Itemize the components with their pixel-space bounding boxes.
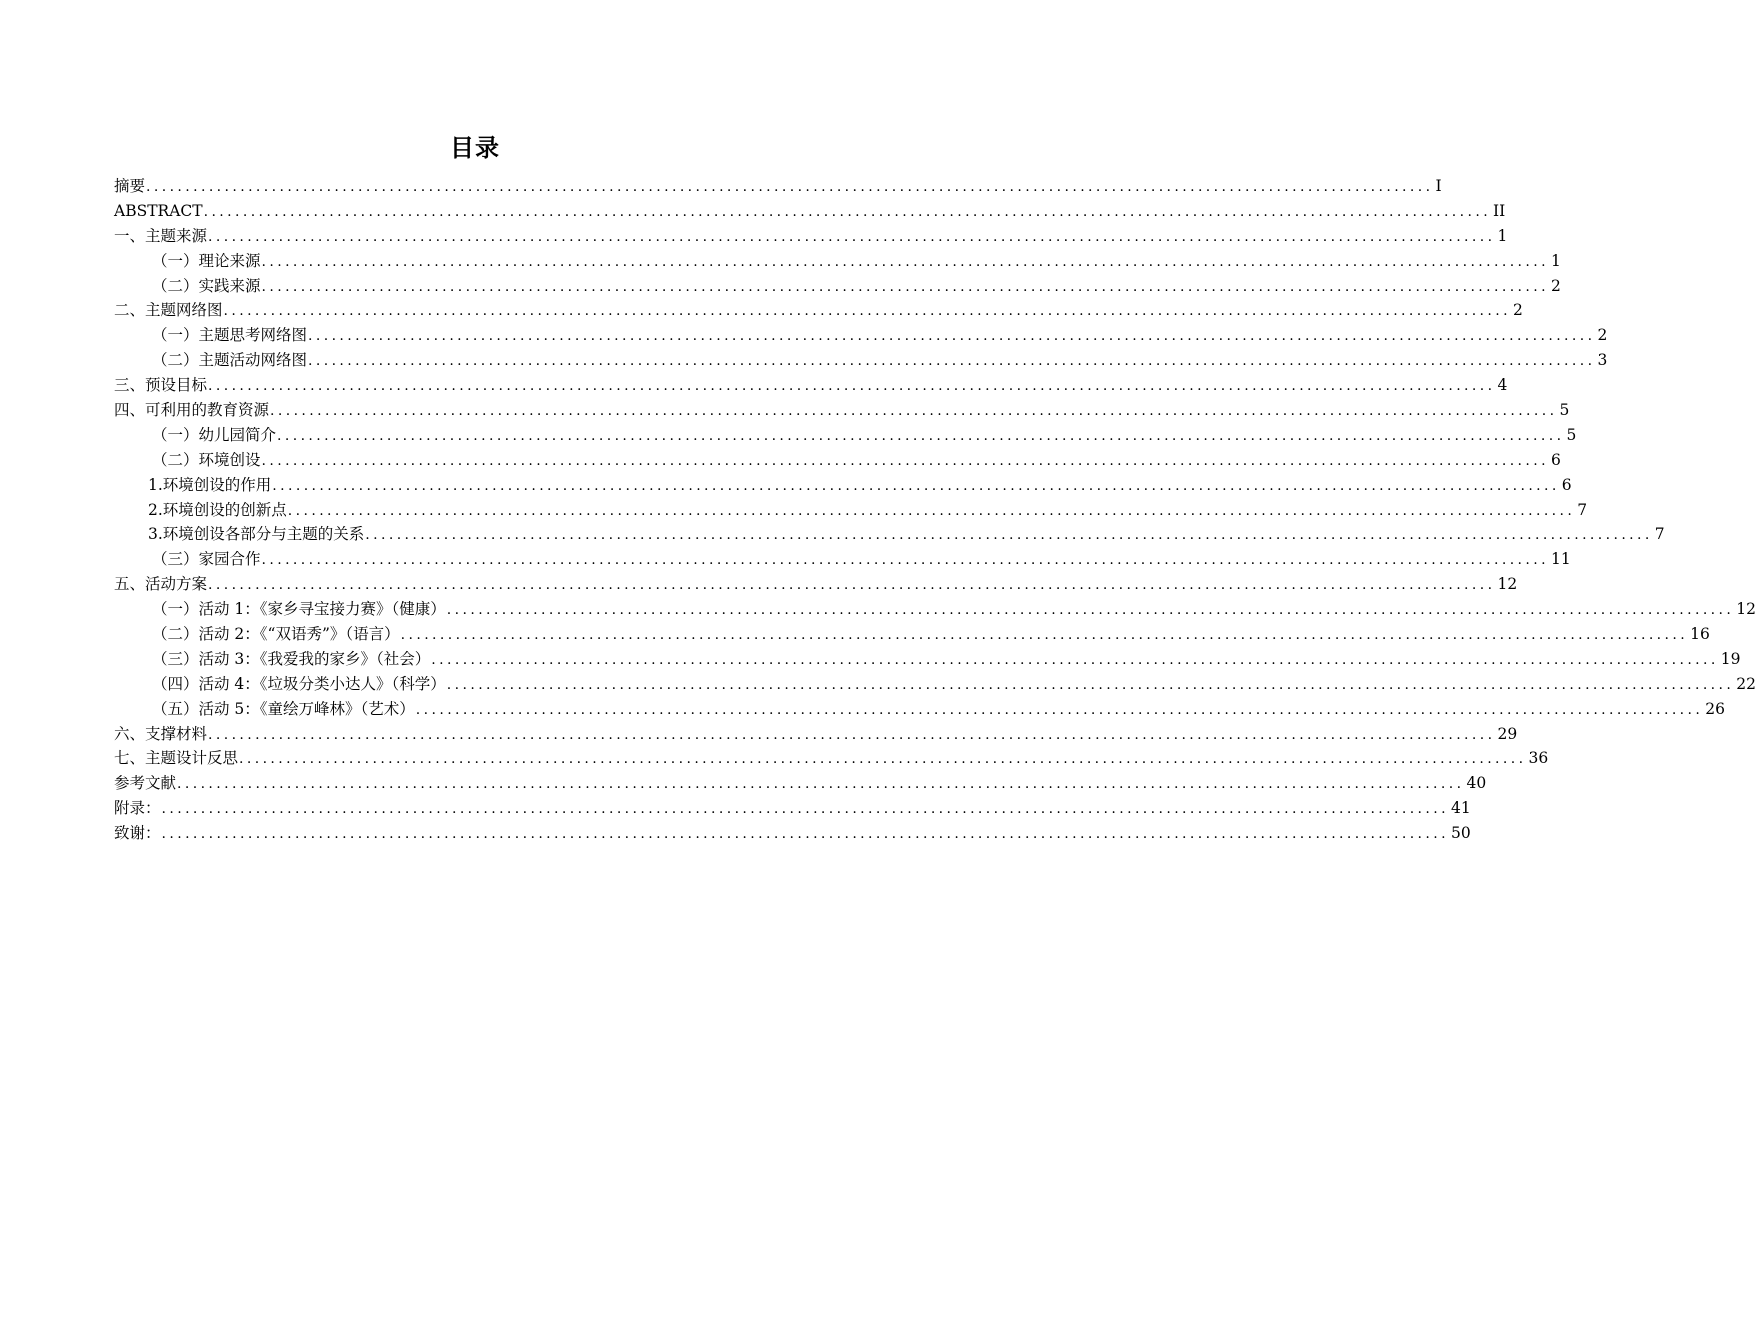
dot-leader: .................................................................................................................................................................... [446,602,1735,619]
toc-entry-title: （四）活动 4：《垃圾分类小达人》（科学） [152,674,446,693]
toc-entry-title: （二）环境创设 [152,450,261,469]
toc-page-number: 22 [1736,674,1756,693]
toc-entry-title: （二）活动 2：《“双语秀”》（语言） [152,625,400,644]
toc-entry[interactable] [114,821,1471,846]
dot-leader: .................................................................................................................................................................... [208,577,1496,594]
toc-page-number: 2 [1550,276,1561,295]
toc-entry-title: 六、支撑材料 [114,724,208,743]
toc-entry[interactable] [114,572,1518,597]
toc-entry-title: 二、主题网络图 [114,301,223,320]
toc-entry[interactable] [114,672,1756,697]
toc-page-number: 16 [1690,625,1710,644]
dot-leader: .................................................................................................................................................................... [308,353,1596,370]
toc-entry-title: 附录： [114,799,161,818]
toc-entry[interactable] [114,199,1506,224]
toc-entry-title: 七、主题设计反思 [114,749,239,768]
dot-leader: .................................................................................................................................................................... [431,651,1719,668]
dot-leader: .................................................................................................................................................................... [146,179,1434,195]
dot-leader: .................................................................................................................................................................... [161,826,1449,843]
toc-page-number: 6 [1550,450,1561,469]
toc-entry[interactable] [114,274,1561,299]
toc-entry[interactable] [114,796,1471,821]
toc-entry-title: 2.环境创设的创新点 [148,500,287,519]
toc-entry-title: 1.环境创设的作用 [148,475,272,494]
toc-page-number: 12 [1497,575,1518,594]
dot-leader: .................................................................................................................................................................... [365,527,1653,544]
toc-entry-title: 四、可利用的教育资源 [114,401,270,420]
dot-leader: .................................................................................................................................................................... [239,751,1527,768]
dot-leader: .................................................................................................................................................................... [261,253,1549,270]
toc-entry[interactable] [114,473,1572,498]
dot-leader: .................................................................................................................................................................... [277,427,1565,444]
dot-leader: .................................................................................................................................................................... [287,502,1576,519]
dot-leader: .................................................................................................................................................................... [415,701,1704,718]
toc-page-number: 2 [1597,326,1608,345]
toc-entry[interactable] [114,298,1523,323]
dot-leader: .................................................................................................................................................................... [446,676,1735,693]
toc-entry[interactable] [114,323,1608,348]
toc-page-number: 29 [1497,724,1518,743]
toc-entry[interactable] [114,746,1549,771]
toc-entry[interactable] [114,448,1561,473]
toc-entry[interactable] [114,547,1571,572]
toc-entry[interactable] [114,597,1756,622]
toc-entry[interactable] [114,771,1487,796]
toc-entry[interactable] [114,398,1570,423]
toc-page-number: 5 [1566,425,1577,444]
dot-leader: .................................................................................................................................................................... [208,378,1496,395]
toc-entry[interactable] [114,348,1608,373]
toc-page-number: 5 [1559,401,1570,420]
toc-entry[interactable] [114,647,1741,672]
toc-page-number: 3 [1597,351,1608,370]
toc-page-number: 40 [1466,774,1487,793]
toc-page-number: 1 [1497,226,1508,245]
toc-page-number: 11 [1550,550,1571,569]
toc-entry[interactable] [114,224,1508,249]
dot-leader: .................................................................................................................................................................... [261,452,1549,469]
toc-entry[interactable] [114,697,1725,722]
toc-entry-title: 一、主题来源 [114,226,208,245]
toc-entry-title: 致谢： [114,824,161,843]
toc-entry[interactable] [114,522,1665,547]
toc-page-number: II [1493,201,1506,220]
toc-entry-title: （五）活动 5：《童绘万峰林》（艺术） [152,699,415,718]
dot-leader: .................................................................................................................................................................... [308,328,1596,345]
toc-entry[interactable] [114,373,1508,398]
toc-page-number: 12 [1736,600,1756,619]
toc-entry-title: 三、预设目标 [114,376,208,395]
toc-page-number: 19 [1720,649,1741,668]
table-of-contents [114,174,1756,846]
toc-page-number: 50 [1450,824,1471,843]
toc-entry-title: （一）理论来源 [152,251,261,270]
toc-entry[interactable] [114,622,1710,647]
toc-entry-title: （一）活动 1：《家乡寻宝接力赛》（健康） [152,600,446,619]
dot-leader: .................................................................................................................................................................... [177,776,1465,793]
toc-entry-title: （一）主题思考网络图 [152,326,308,345]
dot-leader: .................................................................................................................................................................... [161,801,1449,818]
toc-entry[interactable] [114,498,1588,523]
dot-leader: .................................................................................................................................................................... [223,303,1511,320]
dot-leader: .................................................................................................................................................................... [270,403,1558,420]
toc-page-number: 7 [1654,525,1665,544]
toc-entry-title: （一）幼儿园简介 [152,425,277,444]
toc-entry-title: （二）实践来源 [152,276,261,295]
toc-entry[interactable] [114,722,1518,747]
toc-page-number: 26 [1705,699,1725,718]
page-title: 目录 [450,134,500,162]
toc-entry[interactable] [114,174,1442,199]
dot-leader: .................................................................................................................................................................... [208,228,1496,245]
toc-page-number: 4 [1497,376,1508,395]
toc-entry-title: 摘要 [114,177,146,195]
toc-page-number: 7 [1577,500,1588,519]
dot-leader: .................................................................................................................................................................... [208,726,1496,743]
toc-entry-title: （三）家园合作 [152,550,261,569]
dot-leader: .................................................................................................................................................................... [272,477,1560,494]
toc-page-number: 1 [1550,251,1561,270]
toc-entry-title: 五、活动方案 [114,575,208,594]
toc-page-number: 36 [1528,749,1549,768]
toc-entry-title: 参考文献 [114,774,177,793]
toc-entry[interactable] [114,249,1561,274]
dot-leader: .................................................................................................................................................................... [203,203,1492,220]
toc-page-number: 6 [1561,475,1572,494]
toc-entry[interactable] [114,423,1577,448]
toc-page-number: 41 [1450,799,1471,818]
dot-leader: .................................................................................................................................................................... [400,627,1689,644]
toc-entry-title: （三）活动 3：《我爱我的家乡》（社会） [152,649,431,668]
dot-leader: .................................................................................................................................................................... [261,278,1549,295]
toc-entry-title: ABSTRACT [114,201,203,220]
toc-entry-title: （二）主题活动网络图 [152,351,308,370]
toc-page-number: I [1435,177,1442,195]
toc-page-number: 2 [1512,301,1523,320]
dot-leader: .................................................................................................................................................................... [261,552,1549,569]
toc-entry-title: 3.环境创设各部分与主题的关系 [148,525,365,544]
